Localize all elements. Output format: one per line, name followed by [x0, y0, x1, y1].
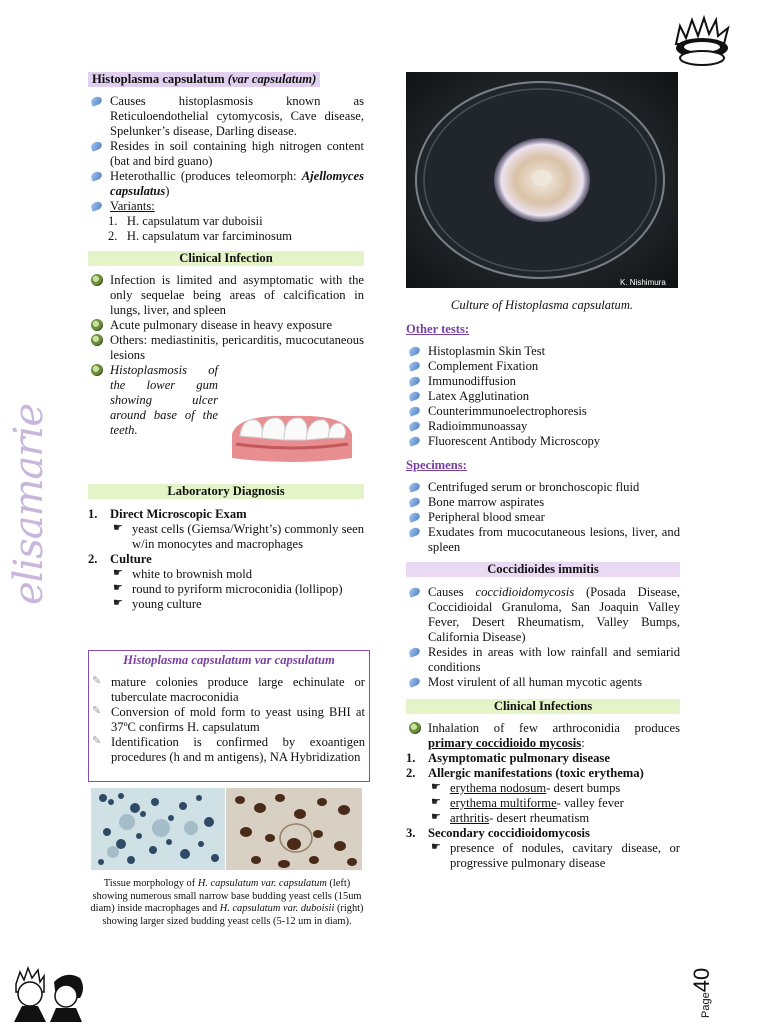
- list-item: ☛ young culture: [113, 597, 202, 611]
- list-item: ☛ arthritis- desert rheumatism: [431, 811, 590, 825]
- specimens-list: [406, 480, 680, 555]
- list-item: Centrifuged serum or bronchoscopic fluid: [406, 480, 680, 495]
- variants-list: [88, 214, 364, 244]
- tissue-caption: Tissue morphology of H. capsulatum var. capsulatum (left) showing numerous small narrow base budding yeast cells (15um diam) inside macrophages and H. capsulatum var. duboisii (right) showing larger sized budding yeast cells (5-12 um in diam).: [90, 878, 364, 927]
- photo-credit: K. Nishimura: [620, 278, 666, 287]
- pen-icon: ✎: [92, 705, 102, 717]
- tissue-micrograph-right: [226, 788, 362, 870]
- hand-icon: ☛: [113, 597, 123, 609]
- list-item: ✎ Identification is confirmed by exoantigen procedures (h and m antigens), NA Hybridization: [92, 735, 365, 764]
- list-item: Causes coccidioidomycosis (Posada Disease, Coccidioidal Granuloma, San Joaquin Valley Fever, Desert Rheumatism, Valley Bumps, California Disease): [406, 585, 680, 645]
- pen-icon: ✎: [92, 735, 102, 747]
- bullet-icon: [408, 646, 421, 657]
- list-item: 2. H. capsulatum var farciminosum: [108, 229, 292, 243]
- bullet-icon: [408, 420, 421, 431]
- lab-diagnosis-list: [88, 507, 364, 612]
- list-item: ☛ white to brownish mold: [113, 567, 252, 581]
- coccidioides-list: [406, 585, 680, 690]
- bullet-icon: [91, 274, 103, 286]
- list-item: 1. Asymptomatic pulmonary disease: [406, 751, 610, 765]
- list-item: ☛ presence of nodules, cavitary disease, or progressive pulmonary disease: [431, 841, 680, 870]
- section-header-lab-diagnosis: Laboratory Diagnosis: [88, 484, 364, 499]
- bullet-icon: [408, 481, 421, 492]
- list-item: ✎ Conversion of mold form to yeast using BHI at 37ºC confirms H. capsulatum: [92, 705, 365, 734]
- other-tests-title: Other tests:: [406, 322, 470, 336]
- list-item: 2. Allergic manifestations (toxic erythema) ☛ erythema nodosum- desert bumps ☛ erythema multiforme- valley fever ☛ arthritis- desert rheumatism: [406, 766, 680, 826]
- list-item: Resides in areas with low rainfall and semiarid conditions: [406, 645, 680, 675]
- var-capsulatum-box: [88, 650, 370, 782]
- list-item: Heterothallic (produces teleomorph: Ajellomyces capsulatus): [88, 169, 364, 199]
- hand-icon: ☛: [431, 841, 441, 853]
- box-title: Histoplasma capsulatum var capsulatum: [123, 653, 335, 667]
- clinical-infections-list: [406, 751, 680, 871]
- bullet-icon: [408, 405, 421, 416]
- list-item: 1. H. capsulatum var duboisii: [108, 214, 263, 228]
- list-item: ☛ round to pyriform microconidia (lollipop): [113, 582, 343, 596]
- list-item: Most virulent of all human mycotic agents: [406, 675, 680, 690]
- list-item: Variants:: [88, 199, 364, 214]
- culture-caption: Culture of Histoplasma capsulatum.: [450, 298, 634, 312]
- list-item: Complement Fixation: [406, 359, 680, 374]
- mascot-doodle-icon: [668, 14, 736, 68]
- hand-icon: ☛: [113, 567, 123, 579]
- page-number: Page40: [689, 967, 714, 1018]
- list-item: Others: mediastinitis, pericarditis, mucocutaneous lesions: [88, 333, 364, 363]
- bullet-icon: [408, 375, 421, 386]
- signature: elisamarie: [6, 404, 52, 605]
- characters-doodle-icon: [10, 964, 90, 1022]
- list-item: Histoplasmin Skin Test: [406, 344, 680, 359]
- list-item: ☛ erythema multiforme- valley fever: [431, 796, 624, 810]
- bullet-icon: [408, 496, 421, 507]
- box-bullets: [89, 675, 369, 765]
- list-item: Inhalation of few arthroconidia produces primary coccidioido mycosis:: [406, 721, 680, 751]
- list-item: 2. Culture ☛ white to brownish mold ☛ round to pyriform microconidia (lollipop) ☛ young culture: [88, 552, 364, 612]
- list-item: Fluorescent Antibody Microscopy: [406, 434, 680, 449]
- bullet-icon: [91, 334, 103, 346]
- bullet-icon: [408, 676, 421, 687]
- list-item: Latex Agglutination: [406, 389, 680, 404]
- section-header-clinical-infections: Clinical Infections: [406, 699, 680, 714]
- bullet-icon: [408, 511, 421, 522]
- tissue-micrograph-left: [91, 788, 225, 870]
- list-item: ☛ erythema nodosum- desert bumps: [431, 781, 621, 795]
- bullet-icon: [408, 586, 421, 597]
- hand-icon: ☛: [431, 796, 441, 808]
- list-item: Peripheral blood smear: [406, 510, 680, 525]
- clinical-infections-intro: [406, 721, 680, 751]
- section-header-clinical-infection: Clinical Infection: [88, 251, 364, 266]
- bullet-icon: [408, 345, 421, 356]
- bullet-icon: [90, 170, 103, 181]
- other-tests-list: [406, 344, 680, 449]
- hand-icon: ☛: [113, 522, 123, 534]
- pen-icon: ✎: [92, 675, 102, 687]
- list-item: ✎ mature colonies produce large echinulate or tuberculate macroconidia: [92, 675, 365, 704]
- specimens-title: Specimens:: [406, 458, 467, 472]
- bullet-icon: [408, 435, 421, 446]
- list-item: Counterimmunoelectrophoresis: [406, 404, 680, 419]
- hand-icon: ☛: [113, 582, 123, 594]
- list-item: Infection is limited and asymptomatic with the only sequelae being areas of calcification in lungs, liver, and spleen: [88, 273, 364, 318]
- bullet-icon: [408, 360, 421, 371]
- bullet-icon: [408, 390, 421, 401]
- list-item: Resides in soil containing high nitrogen content (bat and bird guano): [88, 139, 364, 169]
- bullet-icon: [91, 319, 103, 331]
- list-item: Radioimmunoassay: [406, 419, 680, 434]
- list-item: Causes histoplasmosis known as Reticuloendothelial cytomycosis, Cave disease, Spelunker’s disease, Darling disease.: [88, 94, 364, 139]
- list-item: Immunodiffusion: [406, 374, 680, 389]
- histoplasma-bullets: [88, 94, 364, 214]
- culture-photo: [406, 72, 678, 288]
- bullet-icon: [408, 526, 421, 537]
- bullet-icon: [91, 364, 103, 376]
- gum-lesion-illustration: [228, 408, 356, 464]
- hand-icon: ☛: [431, 811, 441, 823]
- list-item: Exudates from mucocutaneous lesions, liver, and spleen: [406, 525, 680, 555]
- section-title-histoplasma: Histoplasma capsulatum (var capsulatum): [88, 72, 320, 87]
- list-item: 3. Secondary coccidioidomycosis ☛ presence of nodules, cavitary disease, or progressive pulmonary disease: [406, 826, 680, 870]
- list-item: 1. Direct Microscopic Exam ☛ yeast cells (Giemsa/Wright’s) commonly seen w/in monocytes and macrophages: [88, 507, 364, 551]
- list-item: ☛ yeast cells (Giemsa/Wright’s) commonly seen w/in monocytes and macrophages: [113, 522, 364, 551]
- bullet-icon: [90, 95, 103, 106]
- hand-icon: ☛: [431, 781, 441, 793]
- section-header-coccidioides: Coccidioides immitis: [406, 562, 680, 577]
- bullet-icon: [409, 722, 421, 734]
- list-item: Acute pulmonary disease in heavy exposure: [88, 318, 364, 333]
- list-item: Bone marrow aspirates: [406, 495, 680, 510]
- bullet-icon: [90, 200, 103, 211]
- list-item: Histoplasmosis of the lower gum showing ulcer around base of the teeth.: [88, 363, 218, 438]
- bullet-icon: [90, 140, 103, 151]
